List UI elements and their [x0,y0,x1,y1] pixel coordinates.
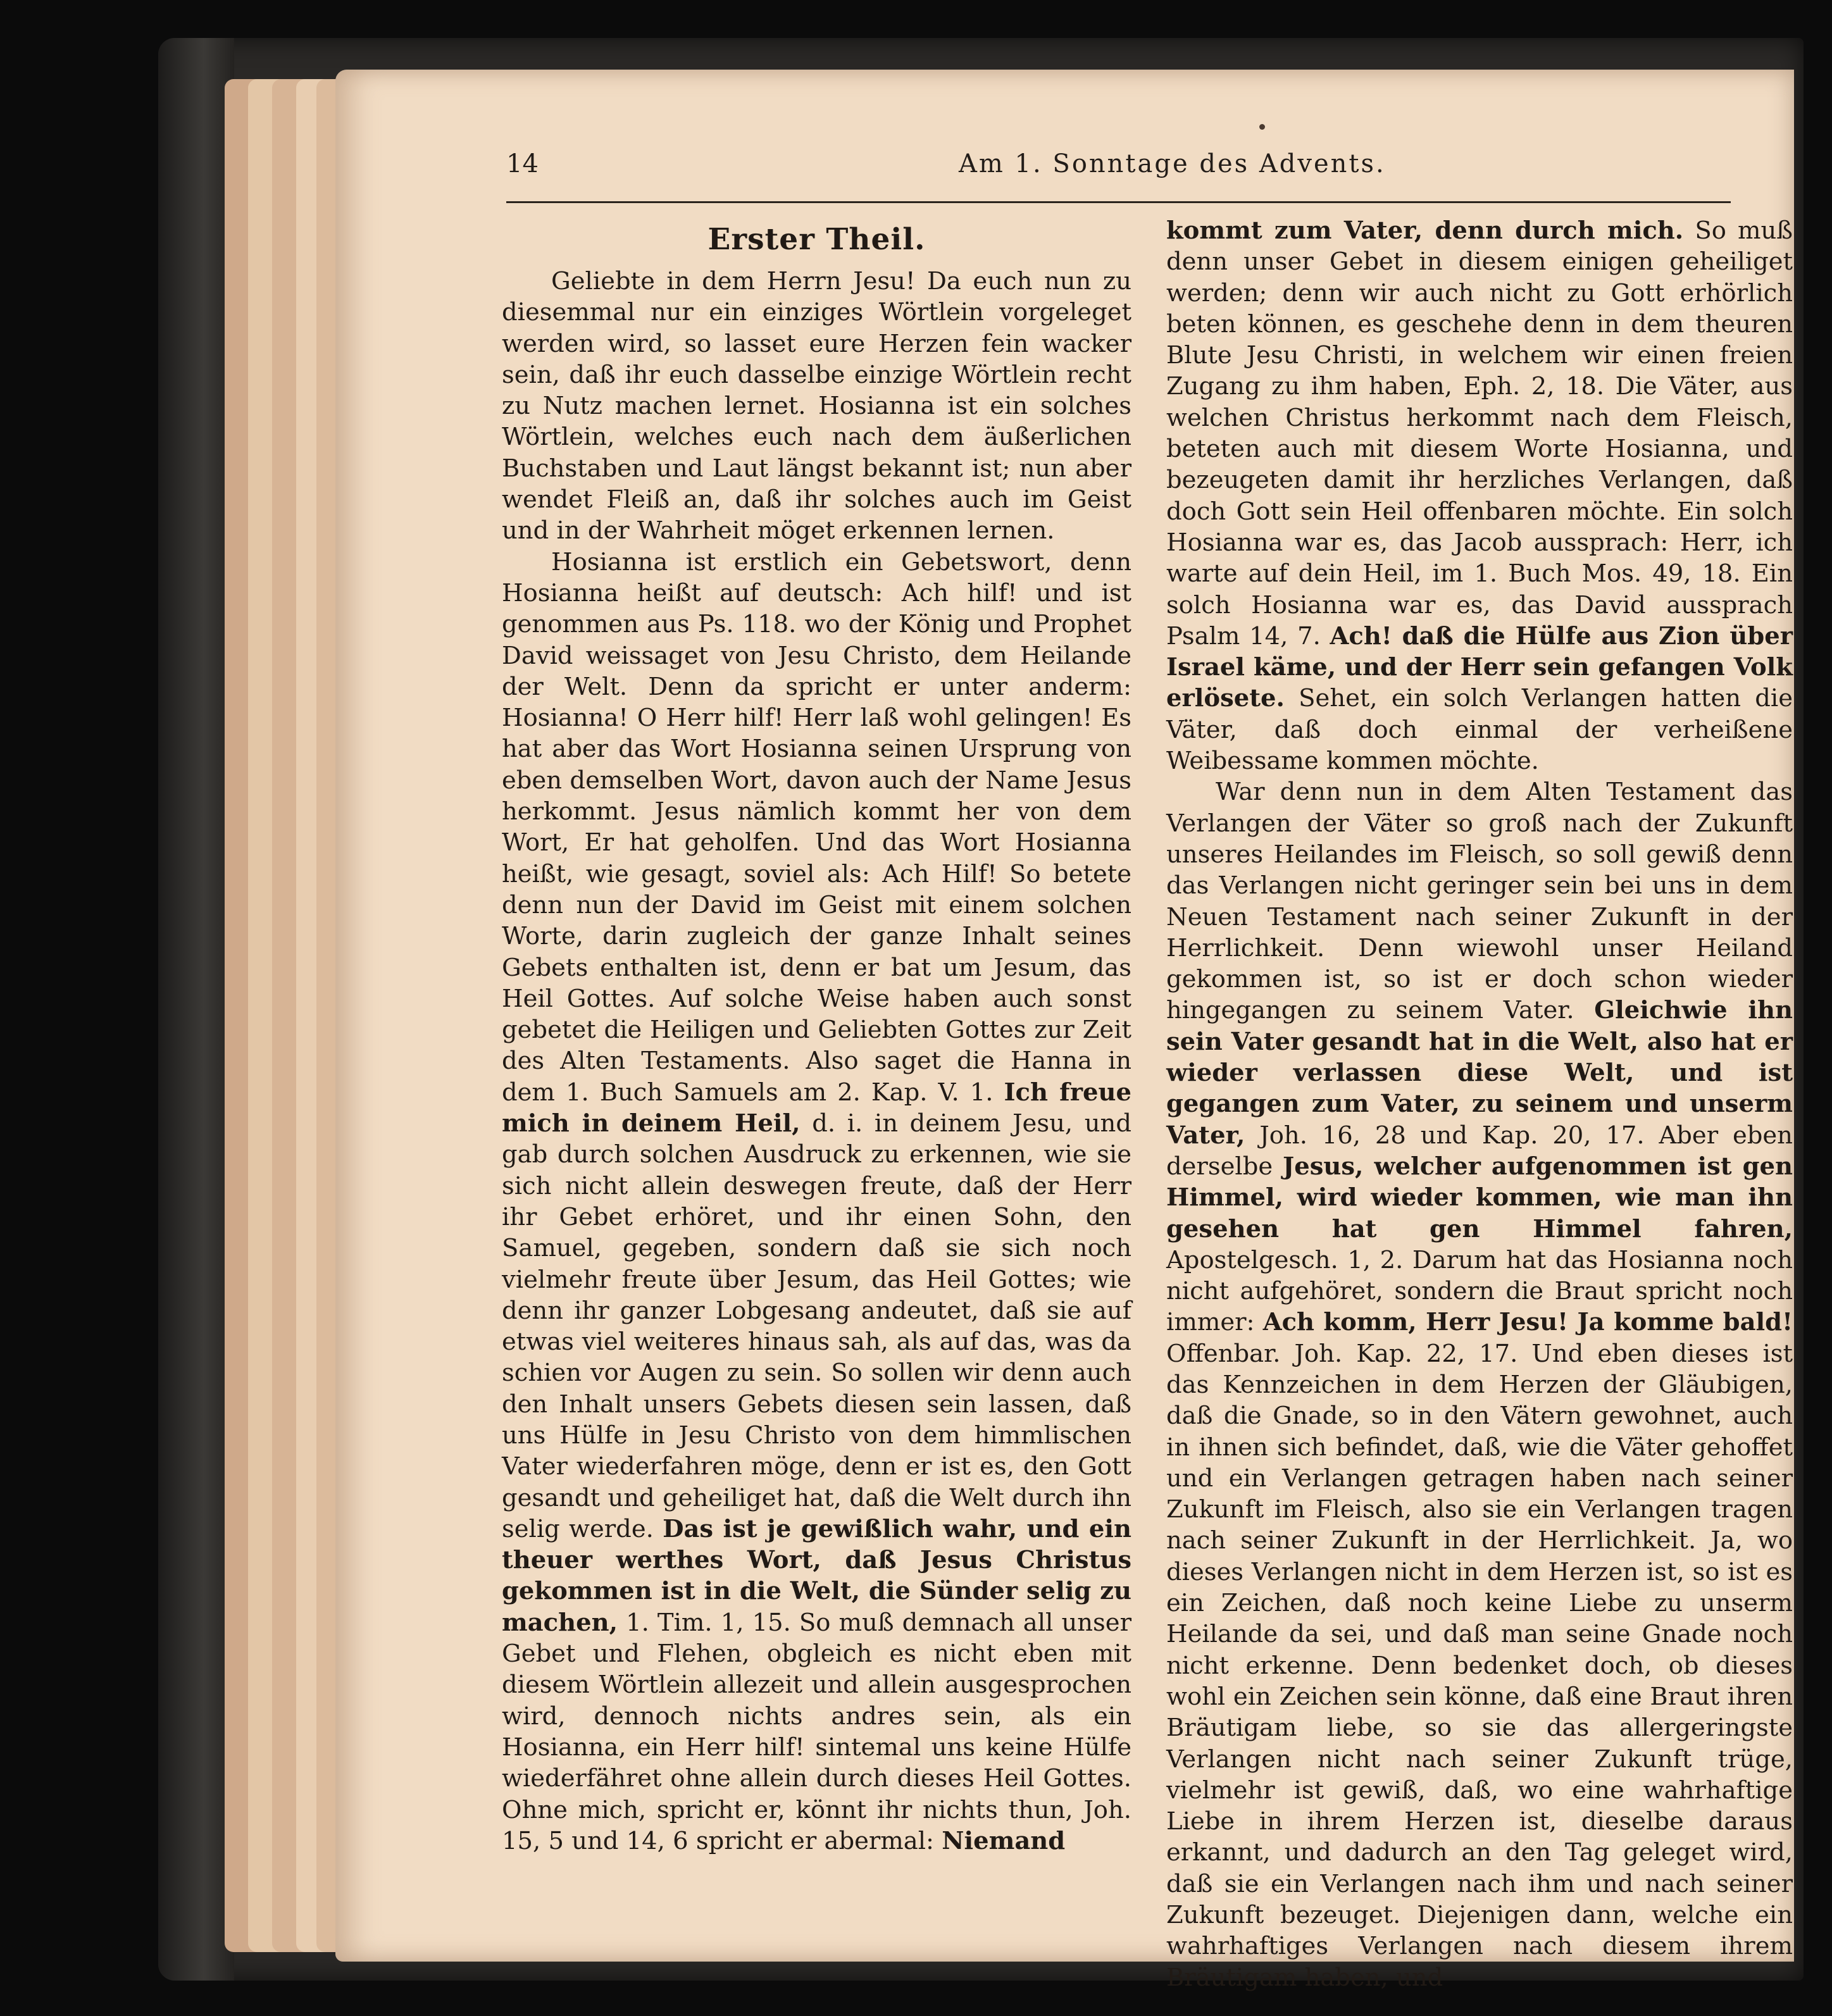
paragraph-text: Apostelgesch. 1, 2. Darum hat das Hosianna noch nicht aufgehöret, sondern die Braut spricht noch immer: [1166,1245,1793,1337]
paragraph-text: 1. Tim. 1, 15. So muß demnach all unser Gebet und Flehen, obgleich es nicht eben mit diesem Wörtlein allezeit und allein ausgesprochen wird, dennoch nichts andres sein, als ein Hosianna, ein Herr hilf! sintemal uns keine Hülfe wiederfähret ohne allein durch dieses Heil Gottes. Ohne mich, spricht er, könnt ihr nichts thun, Joh. 15, 5 und 14, 6 spricht er abermal: [502,1608,1131,1855]
bold-quote: Jesus, welcher aufgenommen ist gen Himmel, wird wieder kommen, wie man ihn gesehen hat gen Himmel fahren, [1166,1152,1793,1243]
paragraph-text: War denn nun in dem Alten Testament das Verlangen der Väter so groß nach der Zukunft unseres Heilandes im Fleisch, so soll gewiß denn das Verlangen nicht geringer sein bei uns in dem Neuen Testament nach seiner Zukunft in der Herrlichkeit. Denn wiewohl unser Heiland gekommen ist, so ist er doch schon wieder hingegangen zu seinem Vater. [1166,778,1793,1025]
bold-quote: kommt zum Vater, denn durch mich. [1166,216,1684,245]
paragraph [502,266,1131,547]
paragraph-text: Geliebte in dem Herrn Jesu! Da euch nun zu diesemmal nur ein einziges Wörtlein vorgeleget werden wird, so lasset eure Herzen fein wacker sein, daß ihr euch dasselbe einzige Wörtlein recht zu Nutz machen lernet. Hosianna ist ein solches Wörtlein, welches euch nach dem äußerlichen Buchstaben und Laut längst bekannt ist; nun aber wendet Fleiß an, daß ihr solches auch im Geist und in der Wahrheit möget erkennen lernen. [502,267,1131,545]
right-column [1166,215,1793,1993]
section-title: Erster Theil. [707,222,926,257]
paragraph-text: Hosianna ist erstlich ein Gebetswort, denn Hosianna heißt auf deutsch: Ach hilf! und ist genommen aus Ps. 118. wo der König und Prophet David weissaget von Jesu Christo, dem Heilande der Welt. Denn da spricht er unter anderm: Hosianna! O Herr hilf! Herr laß wohl gelingen! Es hat aber das Wort Hosianna seinen Ursprung von eben demselben Wort, davon auch der Name Jesus herkommt. Jesus nämlich kommt her von dem Wort, Er hat geholfen. Und das Wort Hosianna heißt, wie gesagt, soviel als: Ach Hilf! So betete denn nun der David im Geist mit einem solchen Worte, darin zugleich der ganze Inhalt seines Gebets enthalten ist, denn er bat um Jesum, das Heil Gottes. Auf solche Weise haben auch sonst gebetet die Heiligen und Geliebten Gottes zur Zeit des Alten Testaments. Also saget die Hanna in dem 1. Buch Samuels am 2. Kap. V. 1. [502,547,1131,1107]
paragraph [1166,215,1793,776]
paragraph-text: So muß denn unser Gebet in diesem einigen geheiliget werden; denn wir auch nicht zu Gott erhörlich beten können, es geschehe denn in dem theuren Blute Jesu Christi, in welchem wir einen freien Zugang zu ihm haben, Eph. 2, 18. Die Väter, aus welchen Christus herkommt nach dem Fleisch, beteten auch mit diesem Worte Hosianna, und bezeugeten damit ihr herzliches Verlangen, daß doch Gott sein Heil offenbaren möchte. Ein solch Hosianna war es, das Jacob aussprach: Herr, ich warte auf dein Heil, im 1. Buch Mos. 49, 18. Ein solch Hosianna war es, das David aussprach Psalm 14, 7. [1166,216,1793,650]
ink-speck [1259,124,1265,130]
paragraph [1166,776,1793,1993]
header-rule [506,201,1731,203]
running-head: Am 1. Sonntage des Advents. [959,149,1386,178]
paragraph-text: Offenbar. Joh. Kap. 22, 17. Und eben dieses ist das Kennzeichen in dem Herzen der Gläubigen, daß die Gnade, so in den Vätern gewohnet, auch in ihnen sich befindet, daß, wie die Väter gehoffet und ein Verlangen getragen haben nach seiner Zukunft im Fleisch, also sie ein Verlangen tragen nach seiner Zukunft in der Herrlichkeit. Ja, wo dieses Verlangen nicht in dem Herzen ist, so ist es ein Zeichen, daß noch keine Liebe zu unserm Heilande da sei, und daß man seine Gnade noch nicht erkenne. Denn bedenket doch, ob dieses wohl ein Zeichen sein könne, daß eine Braut ihren Bräutigam liebe, so sie das allergeringste Verlangen nicht nach seiner Zukunft trüge, vielmehr ist gewiß, daß, wo eine wahrhaftige Liebe in ihrem Herzen ist, dieselbe daraus erkannt, und dadurch an den Tag geleget wird, daß sie ein Verlangen nach ihm und nach seiner Zukunft bezeuget. Diejenigen dann, welche ein wahrhaftiges Verlangen nach diesem ihrem Bräutigam haben, und [1166,1339,1793,1992]
page-number: 14 [506,149,539,178]
paragraph-text: Sehet, ein solch Verlangen hatten die Väter, daß doch einmal der verheißene Weibessame kommen möchte. [1166,684,1793,776]
paragraph-text: d. i. in deinem Jesu, und gab durch solchen Ausdruck zu erkennen, wie sie sich nicht allein deswegen freute, daß der Herr ihr Gebet erhöret, und ihr einen Sohn, den Samuel, gegeben, sondern daß sie sich noch vielmehr freute über Jesum, das Heil Gottes; wie denn ihr ganzer Lobgesang andeutet, daß sie auf etwas viel weiteres hinaus sah, als auf das, was da schien vor Augen zu sein. So sollen wir denn auch den Inhalt unsers Gebets diesen sein lassen, daß uns Hülfe in Jesu Christo von dem himmlischen Vater wiederfahren möge, denn er ist es, den Gott gesandt und geheiliget hat, daß die Welt durch ihn selig werde. [502,1109,1131,1543]
page-header [506,149,1731,194]
left-column [502,215,1131,1857]
bold-quote: Niemand [942,1826,1066,1855]
bold-quote: Ich freue mich in deinem Heil, [502,1078,1131,1138]
bold-quote: Das ist je gewißlich wahr, und ein theuer werthes Wort, daß Jesus Christus gekommen ist in die Welt, die Sünder selig zu machen, [502,1514,1131,1637]
book-spine [158,38,234,1981]
paragraph [502,547,1131,1857]
paragraph-text: Joh. 16, 28 und Kap. 20, 17. Aber eben derselbe [1166,1121,1793,1181]
bold-quote: Ach komm, Herr Jesu! Ja komme bald! [1262,1308,1793,1337]
bold-quote: Ach! daß die Hülfe aus Zion über Israel käme, und der Herr sein gefangen Volk erlösete. [1166,621,1793,713]
bold-quote: Gleichwie ihn sein Vater gesandt hat in die Welt, also hat er wieder verlassen diese Welt, und ist gegangen zum Vater, zu seinem und unserm Vater, [1166,996,1793,1150]
